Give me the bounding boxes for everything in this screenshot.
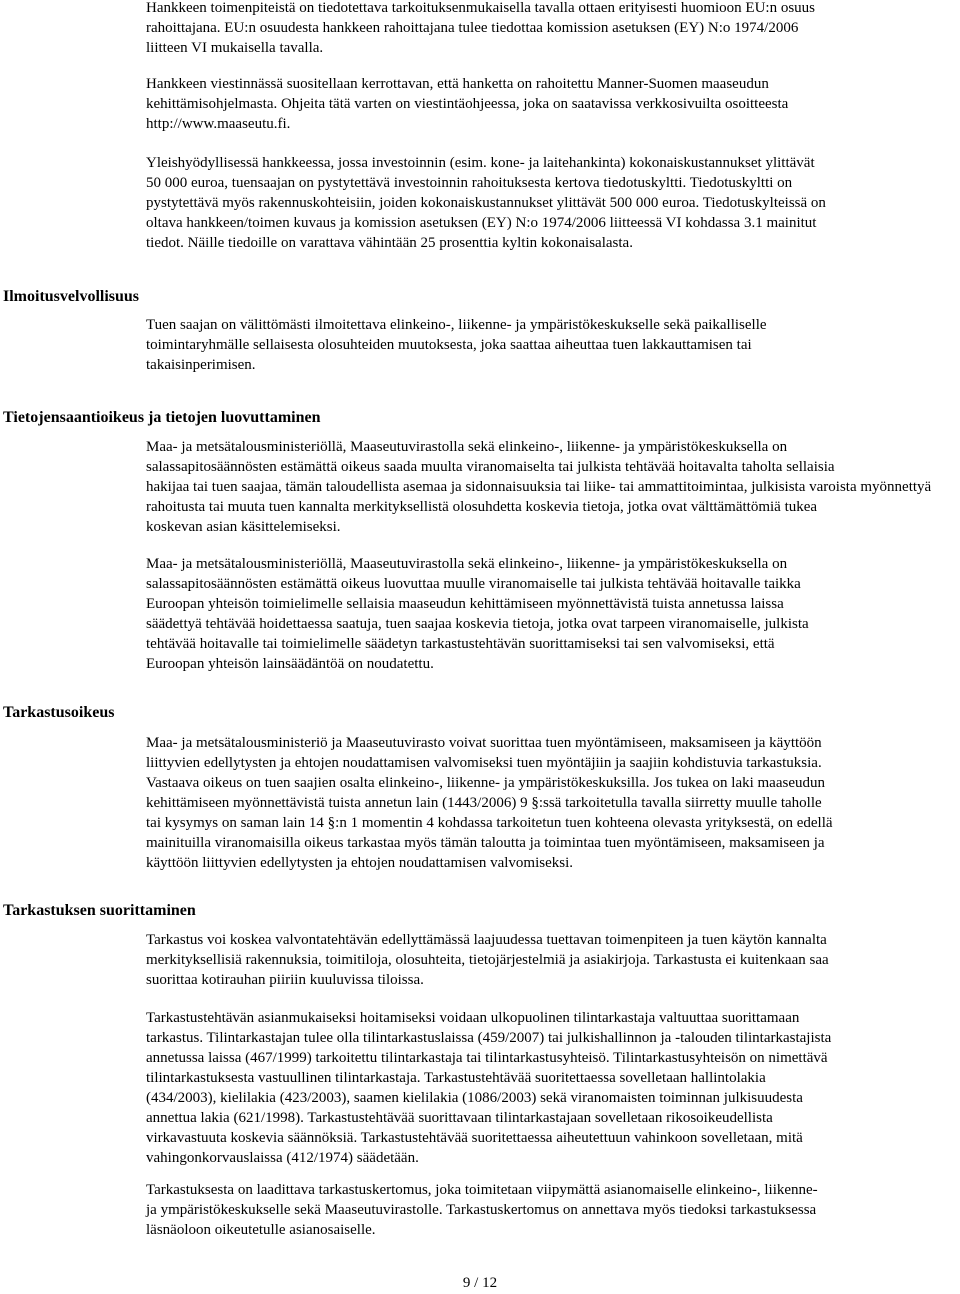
section-heading-tietojensaantioikeus: Tietojensaantioikeus ja tietojen luovuttaminen <box>3 409 321 426</box>
section-heading-tarkastuksen-suorittaminen: Tarkastuksen suorittaminen <box>3 902 196 919</box>
suorittaminen-paragraph-report: Tarkastuksesta on laadittava tarkastuskertomus, joka toimitetaan viipymättä asianomaiselle elinkeino-, liikenne- ja ympäristökeskukselle sekä Maaseutuvirastolle. Tarkastuskertomus on annettava myös tiedoksi tarkastuksessa läsnäoloon oikeutetulle asianosaiselle. <box>146 1182 818 1238</box>
tarkastusoikeus-paragraph: Maa- ja metsätalousministeriö ja Maaseutuvirasto voivat suorittaa tuen myöntämiseen, maksamiseen ja käyttöön liittyvien edellytysten ja ehtojen noudattamisen valvomiseksi tuen myöntäjiin ja saajiin kohdistuvia tarkastuksia. Vastaava oikeus on tuen saajien osalta elinkeino-, liikenne- ja ympäristökeskuksilla. Jos tukea on laki maaseudun kehittämiseen myönnettävistä tuista annetun lain (1443/2006) 9 §:ssä tarkoitetulla tavalla siirretty muulle taholle tai kysymys on saman lain 14 §:n 1 momentin 4 kohdassa tarkoitetun tuen kohteena olevasta yrityksestä, on edellä mainituilla viranomaisilla oikeus tarkastaa myös tämän taloutta ja toimintaa tuen myöntämiseen, maksamiseen ja käyttöön liittyvien edellytysten ja ehtojen noudattamisen valvomiseksi. <box>146 735 833 871</box>
page-number: 9 / 12 <box>462 1275 498 1291</box>
ilmoitus-paragraph: Tuen saajan on välittömästi ilmoitettava elinkeino-, liikenne- ja ympäristökeskukselle sekä paikalliselle toimintaryhmälle sellaisesta olosuhteiden muutoksesta, joka saattaa aiheuttaa tuen lakkauttamisen tai takaisinperimisen. <box>146 317 767 373</box>
intro-paragraph-communication: Hankkeen viestinnässä suositellaan kerrottavan, että hanketta on rahoitettu Manner-Suomen maaseudun kehittämisohjelmasta. Ohjeita tätä varten on viestintäohjeessa, joka on saatavissa verkkosivuilta osoitteesta http://www.maaseutu.fi. <box>146 76 789 132</box>
section-heading-tarkastusoikeus: Tarkastusoikeus <box>3 704 115 721</box>
suorittaminen-paragraph-scope: Tarkastus voi koskea valvontatehtävän edellyttämässä laajuudessa tuettavan toimenpiteen ja tuen käytön kannalta merkityksellisiä rakennuksia, toimitiloja, olosuhteita, tietojärjestelmiä ja asiakirjoja. Tarkastusta ei kuitenkaan saa suorittaa kotirauhan piiriin kuuluvissa tiloissa. <box>146 932 829 988</box>
intro-paragraph-eu-funding: Hankkeen toimenpiteistä on tiedotettava tarkoituksenmukaisella tavalla ottaen erityisesti huomioon EU:n osuus rahoittajana. EU:n osuudesta hankkeen rahoittajana tulee tiedottaa komission asetuksen (EY) N:o 1974/2006 liitteen VI mukaisella tavalla. <box>146 0 816 56</box>
intro-paragraph-signage: Yleishyödyllisessä hankkeessa, jossa investoinnin (esim. kone- ja laitehankinta) kokonaiskustannukset ylittävät 50 000 euroa, tuensaajan on pystytettävä investoinnin rahoituksesta kertova tiedotuskyltti. Tiedotuskyltti on pystytettävä myös rakennuskohteisiin, joiden kokonaiskustannukset ylittävät 500 000 euroa. Tiedotuskylteissä on oltava hankkeen/toimen kuvaus ja komission asetuksen (EY) N:o 1974/2006 liitteessä VI kohdassa 3.1 mainitut tiedot. Näille tiedoille on varattava vähintään 25 prosenttia kyltin kokonaisalasta. <box>146 155 826 251</box>
tietojen-paragraph-saanti: Maa- ja metsätalousministeriöllä, Maaseutuvirastolla sekä elinkeino-, liikenne- ja ympäristökeskuksella on salassapitosäännösten estämättä oikeus saada muulta viranomaiselta tai julkista tehtävää hoitavalta taholta sellaisia hakijaa tai tuen saajaa, tämän taloudellista asemaa ja sidonnaisuuksia tai liike- tai ammattitoimintaa, julkisista varoista myönnettyä rahoitusta tai muuta tuen kannalta merkityksellistä olosuhdetta koskevia tietoja, jotka ovat välttämättömiä tukea koskevan asian käsittelemiseksi. <box>146 439 932 535</box>
section-heading-ilmoitusvelvollisuus: Ilmoitusvelvollisuus <box>3 288 140 305</box>
tietojen-paragraph-luovutus: Maa- ja metsätalousministeriöllä, Maaseutuvirastolla sekä elinkeino-, liikenne- ja ympäristökeskuksella on salassapitosäännösten estämättä oikeus luovuttaa muulle viranomaiselle tai julkista tehtävää hoitavalle taikka Euroopan yhteisön toimielimelle sellaisia maaseudun kehittämiseen myönnettävistä tuista annetussa laissa säädettyä tehtävää hoidettaessa saatuja, tuen saajaa koskevia tietoja, jotka ovat tarpeen viranomaiselle, julkista tehtävää hoitavalle tai toimielimelle säädetyn tarkastustehtävän suorittamiseksi tai sen valvomiseksi, että Euroopan yhteisön lainsäädäntöä on noudatettu. <box>146 556 809 672</box>
suorittaminen-paragraph-auditor: Tarkastustehtävän asianmukaiseksi hoitamiseksi voidaan ulkopuolinen tilintarkastaja valtuuttaa suorittamaan tarkastus. Tilintarkastajan tulee olla tilintarkastuslaissa (459/2007) tai julkishallinnon ja -talouden tilintarkastajista annetussa laissa (467/1999) tarkoitettu tilintarkastaja tai tilintarkastusyhteisö. Tilintarkastusyhteisön on nimettävä tilintarkastuksesta vastuullinen tilintarkastaja. Tarkastustehtävää suoritettaessa sovelletaan hallintolakia (434/2003), kielilakia (423/2003), saamen kielilakia (1086/2003) sekä viranomaisten toiminnan julkisuudesta annettua lakia (621/1998). Tarkastustehtävää suorittavaan tilintarkastajaan sovelletaan rikosoikeudellista virkavastuuta koskevia säännöksiä. Tarkastustehtävää suoritettaessa aiheutettuun vahinkoon sovelletaan, mitä vahingonkorvauslaissa (412/1974) säädetään. <box>146 1010 832 1166</box>
